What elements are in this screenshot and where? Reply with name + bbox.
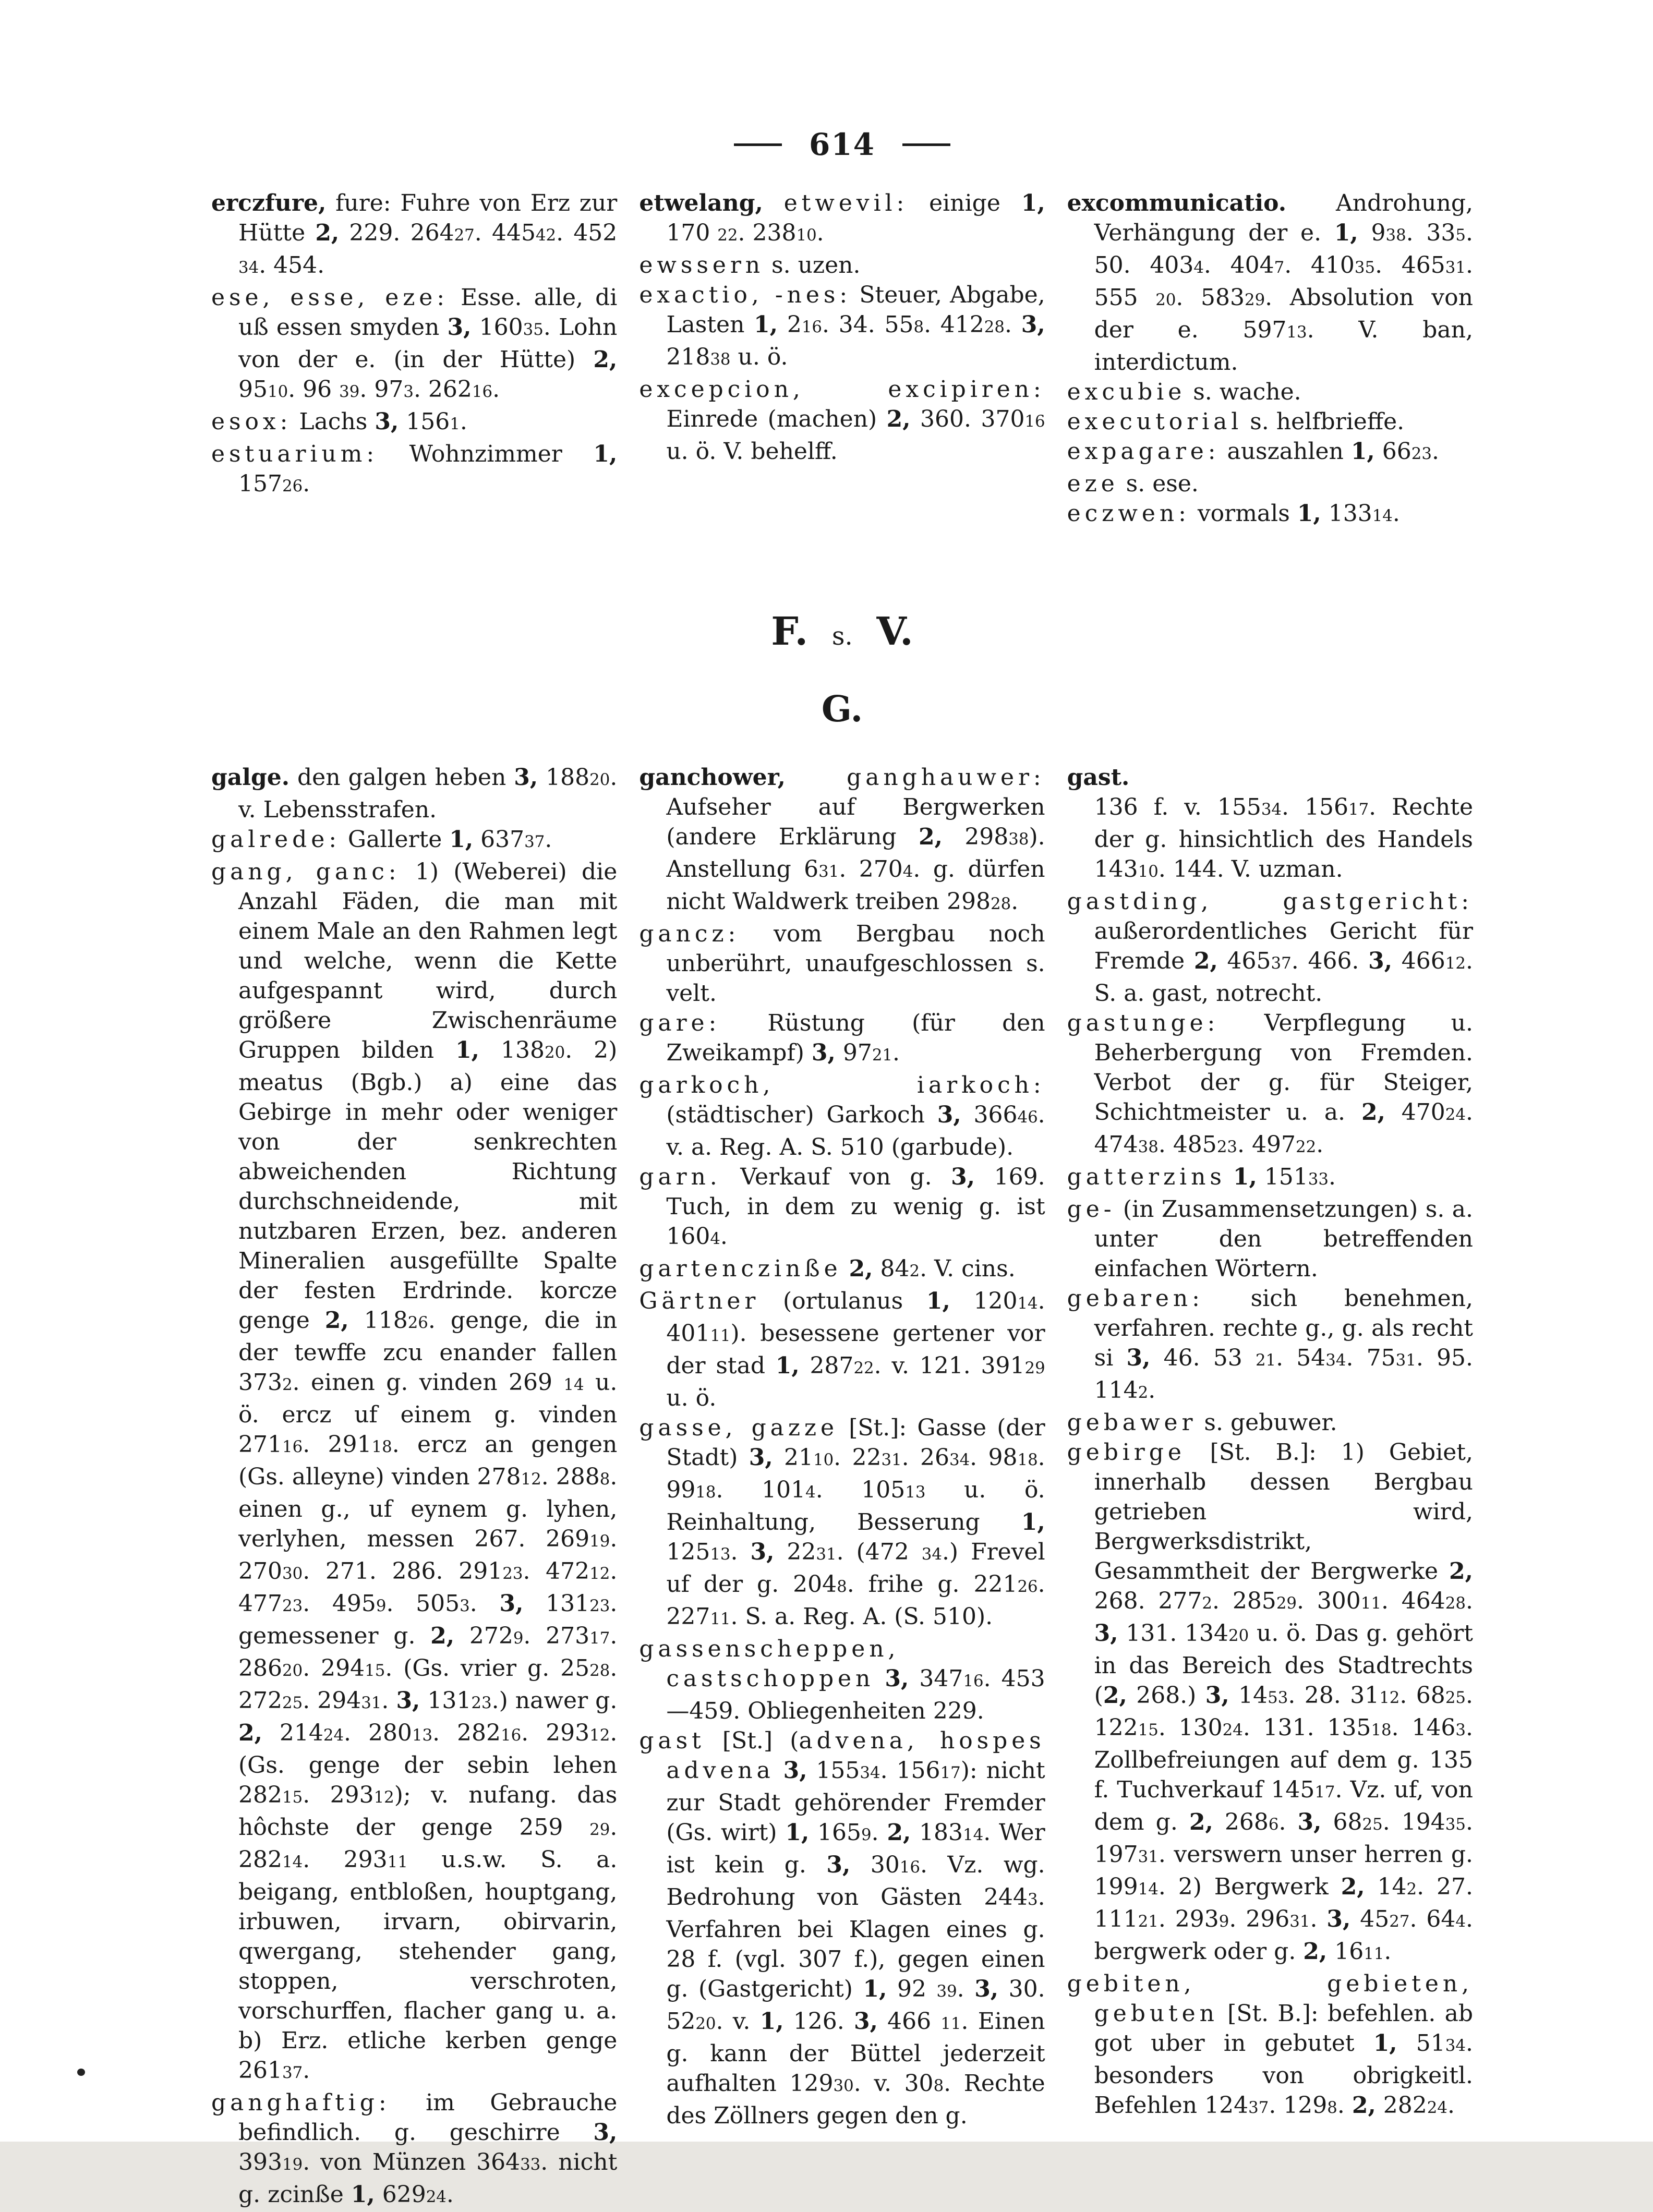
entries-top-section: [211, 188, 1473, 531]
dictionary-entry: eze s. ese.: [1067, 470, 1199, 497]
top-column-right: [1067, 188, 1473, 531]
dictionary-entry: esox: Lachs 3, 1561.: [211, 408, 467, 435]
g-column-right: [1067, 763, 1473, 2212]
section-heading-g: G.: [821, 688, 863, 730]
dictionary-entry: ewssern s. uzen.: [639, 252, 861, 279]
scan-speck: [77, 2069, 85, 2076]
dictionary-entry: gancz: vom Bergbau noch unberührt, unaufgeschlossen s. velt.: [639, 921, 1045, 1007]
g-column-left: [211, 763, 617, 2212]
dictionary-entry: gang, ganc: 1) (Weberei) die Anzahl Fäden, die man mit einem Male an den Rahmen legt und welche, wenn die Kette aufgespannt wird, durch größere Zwischenräume Gruppen bilden 1, 13820. 2) meatus (Bgb.) a) eine das Gebirge in mehr oder weniger von der senkrechten abweichenden Richtung durchschneidende, mit nutzbaren Erzen, bez. anderen Mineralien ausgefüllte Spalte der festen Erdrinde. korcze genge 2, 11826. genge, die in der tewffe zcu enander fallen 3732. einen g. vinden 269 14 u. ö. ercz uf einem g. vinden 27116. 29118. ercz an gengen (Gs. alleyne) vinden 27812. 2888. einen g., uf eynem g. lyhen, verlyhen, messen 267. 26919. 27030. 271. 286. 29123. 47212. 47723. 4959. 5053. 3, 13123. gemessener g. 2, 2729. 27317. 28620. 29415. (Gs. vrier g. 2528. 27225. 29431. 3, 13123.) nawer g. 2, 21424. 28013. 28216. 29312. (Gs. genge der sebin lehen 28215. 29312); v. nufang. das hôchste der genge 259 29. 28214. 29311 u.s.w. S. a. beigang, entbloßen, houptgang, irbuwen, irvarn, obirvarin, qwergang, stehender gang, stoppen, verschroten, vorschurffen, flacher gang u. a. b) Erz. etliche kerben genge 26137.: [211, 859, 618, 2084]
page-number: 614: [809, 127, 876, 162]
dictionary-entry: garn. Verkauf von g. 3, 169. Tuch, in dem zu wenig g. ist 1604.: [639, 1164, 1045, 1250]
dictionary-entry: gast [St.] (advena, hospes advena 3, 15534. 15617): nicht zur Stadt gehörender Fremder (Gs. wirt) 1, 1659. 2, 18314. Wer ist kein g. 3, 3016. Vz. wg. Bedrohung von Gästen 2443. Verfahren bei Klagen eines g. 28 f. (vgl. 307 f.), gegen einen g. (Gastgericht) 1, 92 39. 3, 30. 5220. v. 1, 126. 3, 466 11. Einen g. kann der Büttel jederzeit aufhalten 12930. v. 308. Rechte des Zöllners gegen den g.: [639, 1727, 1045, 2129]
dictionary-entry: gebiten, gebieten, gebuten [St. B.]: befehlen. ab got uber in gebutet 1, 5134. besonders von obrigkeitl. Befehlen 12437. 1298. 2, 28224.: [1067, 1971, 1473, 2119]
dictionary-entry: gassenscheppen, castschoppen 3, 34716. 453—459. Obliegenheiten 229.: [639, 1636, 1045, 1724]
dictionary-entry: excepcion, excipiren: Einrede (machen) 2, 360. 37016 u. ö. V. behelff.: [639, 376, 1045, 465]
page-header: [211, 0, 1473, 160]
g-column-middle: [639, 763, 1045, 2212]
dictionary-entry: gatterzins 1, 15133.: [1067, 1164, 1336, 1190]
dictionary-entry: ganghaftig: im Gebrauche befindlich. g. geschirre 3, 39319. von Münzen 36433. nicht g. zcinße 1, 62924.: [211, 2089, 618, 2208]
dictionary-entry: estuarium: Wohnzimmer 1, 15726.: [211, 441, 618, 497]
entries-g-section: [211, 763, 1473, 2212]
dictionary-entry: galge. den galgen heben 3, 18820. v. Lebensstrafen.: [211, 764, 618, 823]
dictionary-entry: etwelang, etwevil: einige 1, 170 22. 23810.: [639, 190, 1045, 246]
dictionary-entry: executorial s. helfbrieffe.: [1067, 408, 1405, 435]
dictionary-entry: gebirge [St. B.]: 1) Gebiet, innerhalb dessen Bergbau getrieben wird, Bergwerksdistrikt, Gesammtheit der Bergwerke 2, 268. 2772. 28529. 30011. 46428. 3, 131. 13420 u. ö. Das g. gehört in das Bereich des Stadtrechts (2, 268.) 3, 1453. 28. 3112. 6825. 12215. 13024. 131. 13518. 1463. Zollbefreiungen auf dem g. 135 f. Tuchverkauf 14517. Vz. uf, von dem g. 2, 2686. 3, 6825. 19435. 19731. verswern unser herren g. 19914. 2) Bergwerk 2, 142. 27. 11121. 2939. 29631. 3, 4527. 644. bergwerk oder g. 2, 1611.: [1067, 1439, 1474, 1965]
dictionary-entry: gare: Rüstung (für den Zweikampf) 3, 9721.: [639, 1010, 1045, 1066]
dictionary-entry: ge- (in Zusammensetzungen) s. a. unter den betreffenden einfachen Wörtern.: [1067, 1196, 1473, 1282]
dictionary-entry: gastunge: Verpflegung u. Beherbergung von Fremden. Verbot der g. für Steiger, Schichtmeister u. a. 2, 47024. 47438. 48523. 49722.: [1067, 1010, 1473, 1158]
top-column-middle: [639, 188, 1045, 531]
dictionary-entry: garkoch, iarkoch: (städtischer) Garkoch 3, 36646. v. a. Reg. A. S. 510 (garbude).: [639, 1072, 1045, 1161]
top-column-left: [211, 188, 617, 531]
dictionary-entry: ese, esse, eze: Esse. alle, di uß essen smyden 3, 16035. Lohn von der e. (in der Hütte) 2, 9510. 96 39. 973. 26216.: [211, 284, 618, 403]
header-rule-right: [902, 143, 950, 146]
dictionary-entry: gast. 136 f. v. 15534. 15617. Rechte der g. hinsichtlich des Handels 14310. 144. V. uzman.: [1067, 764, 1473, 883]
dictionary-entry: gasse, gazze [St.]: Gasse (der Stadt) 3, 2110. 2231. 2634. 9818. 9918. 1014. 10513 u. ö. Reinhaltung, Besserung 1, 12513. 3, 2231. (472 34.) Frevel uf der g. 2048. frihe g. 22126. 22711. S. a. Reg. A. (S. 510).: [639, 1415, 1045, 1630]
dictionary-entry: gastding, gastgericht: außerordentliches Gericht für Fremde 2, 46537. 466. 3, 46612. S. a. gast, notrecht.: [1067, 888, 1473, 1007]
section-heading-f-see-v: F. s. V.: [771, 609, 913, 654]
dictionary-entry: expagare: auszahlen 1, 6623.: [1067, 438, 1439, 465]
dictionary-entry: gebaren: sich benehmen, verfahren. rechte g., g. als recht si 3, 46. 53 21. 5434. 7531. 95. 1142.: [1067, 1285, 1473, 1404]
dictionary-entry: gartenczinße 2, 842. V. cins.: [639, 1255, 1016, 1282]
dictionary-entry: exactio, -nes: Steuer, Abgabe, Lasten 1, 216. 34. 558. 41228. 3, 21838 u. ö.: [639, 282, 1045, 370]
dictionary-entry: galrede: Gallerte 1, 63737.: [211, 826, 552, 853]
header-rule-left: [734, 143, 782, 146]
dictionary-entry: ganchower, ganghauwer: Aufseher auf Bergwerken (andere Erklärung 2, 29838). Anstellung 631. 2704. g. dürfen nicht Waldwerk treiben 29828.: [639, 764, 1045, 915]
dictionary-entry: excubie s. wache.: [1067, 379, 1301, 405]
dictionary-entry: eczwen: vormals 1, 13314.: [1067, 500, 1400, 527]
dictionary-entry: gebawer s. gebuwer.: [1067, 1409, 1337, 1436]
dictionary-entry: Gärtner (ortulanus 1, 12014. 40111). besessene gertener vor der stad 1, 28722. v. 121. 39129 u. ö.: [639, 1288, 1045, 1411]
dictionary-entry: excommunicatio. Androhung, Verhängung der e. 1, 938. 335. 50. 4034. 4047. 41035. 46531. 555 20. 58329. Absolution von der e. 59713. V. ban, interdictum.: [1067, 190, 1473, 376]
dictionary-entry: erczfure, fure: Fuhre von Erz zur Hütte 2, 229. 26427. 44542. 452 34. 454.: [211, 190, 618, 279]
